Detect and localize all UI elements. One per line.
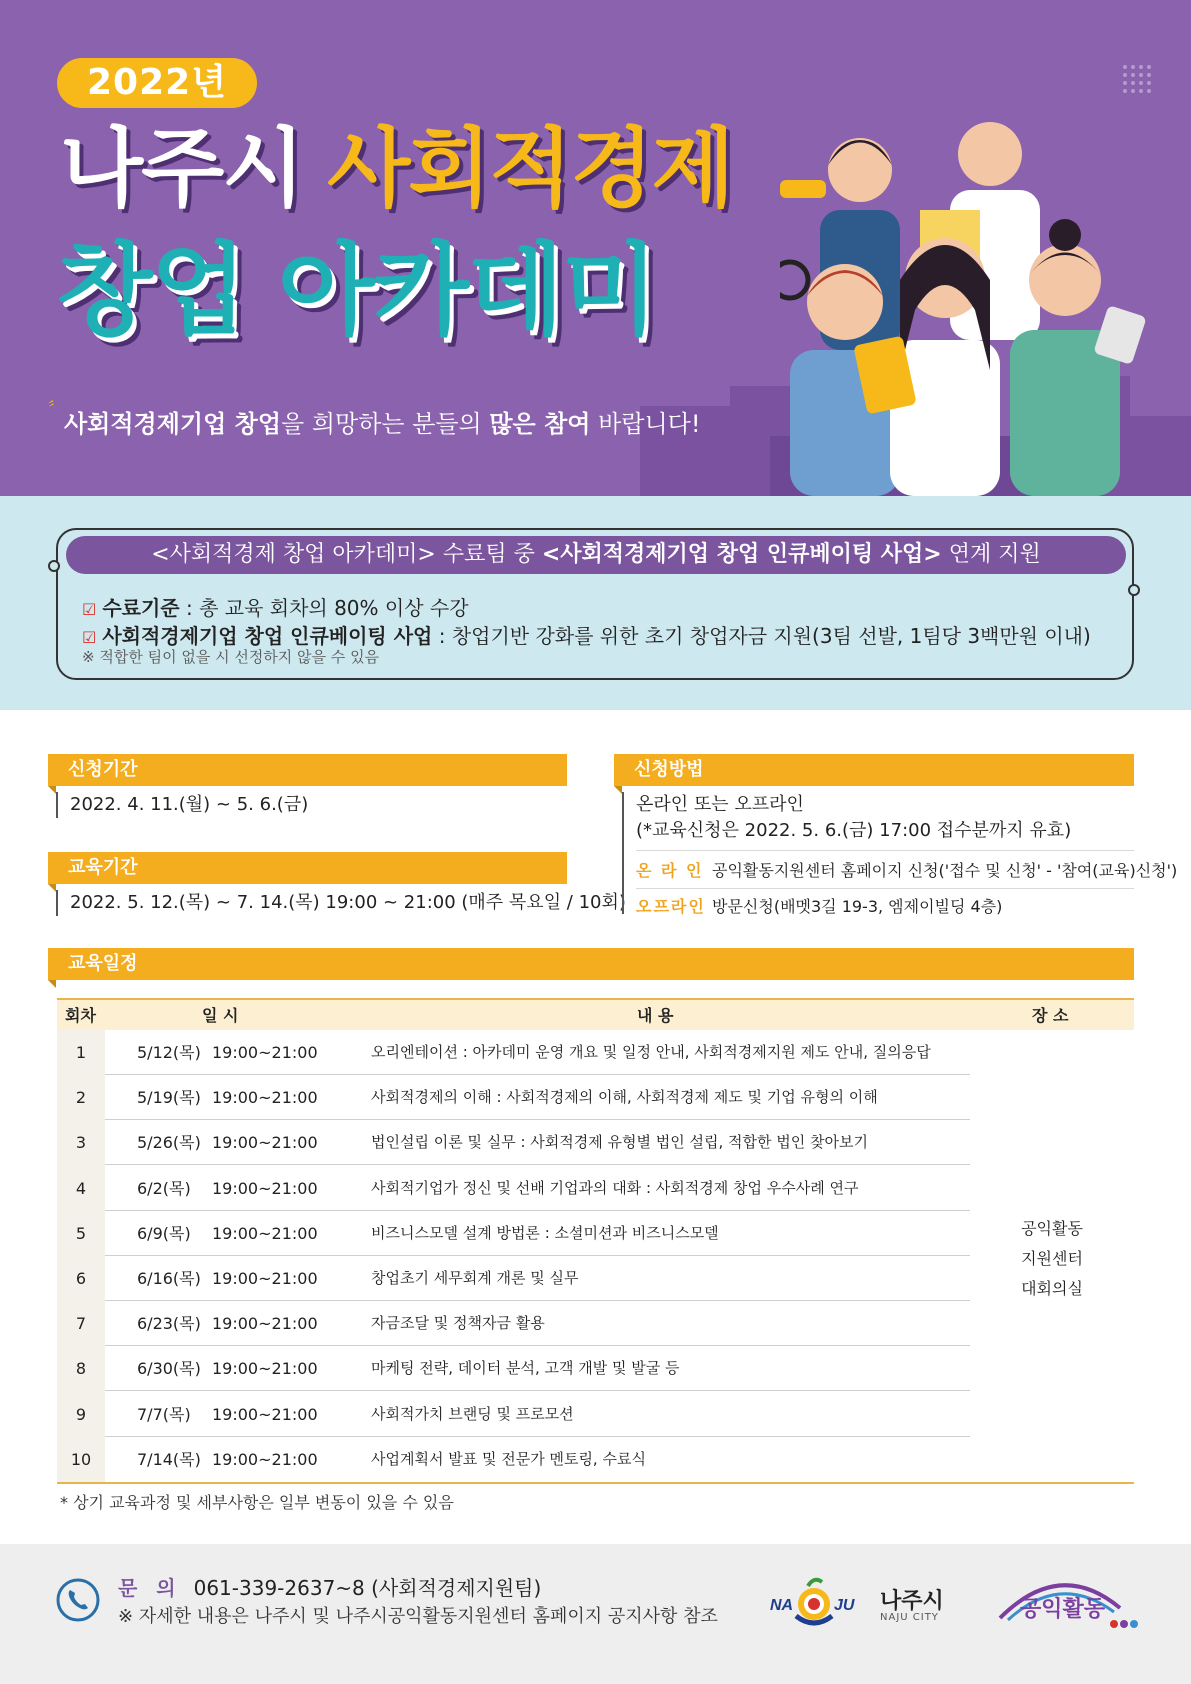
header-date: 일 시 [202, 1006, 239, 1025]
public-activity-center-name: 공익활동 [1020, 1597, 1106, 1622]
session-time: 19:00~21:00 [212, 1359, 318, 1379]
session-number: 6 [75, 1269, 87, 1288]
check-icon: ☑ [82, 600, 97, 619]
session-content: 비즈니스모델 설계 방법론 : 소셜미션과 비즈니스모델 [371, 1223, 719, 1242]
frame-dot-left [48, 560, 60, 572]
schedule-table-header [57, 998, 1134, 1030]
method-divider [636, 850, 1134, 851]
table-row [57, 1346, 970, 1391]
session-number: 9 [75, 1404, 87, 1424]
offline-method: 오프라인 방문신청(배멧3길 19-3, 엠제이빌딩 4층) [636, 897, 1003, 916]
apply-method-heading: 신청방법 [614, 754, 1134, 786]
session-content: 법인설립 이론 및 실무 : 사회적경제 유형별 법인 설립, 적합한 법인 찾아보기 [371, 1133, 868, 1152]
phone-icon [56, 1578, 100, 1622]
session-time: 19:00~21:00 [212, 1178, 318, 1198]
schedule-note: * 상기 교육과정 및 세부사항은 일부 변동이 있을 수 있음 [60, 1493, 454, 1512]
incubating-heading: <사회적경제 창업 아카데미> 수료팀 중 <사회적경제기업 창업 인큐베이팅 사업> 연계 지원 [66, 536, 1126, 574]
header-place: 장 소 [1032, 1006, 1069, 1025]
session-time: 19:00~21:00 [212, 1449, 318, 1469]
venue-cell: 공익활동 지원센터 대회의실 [1021, 1219, 1083, 1298]
session-number: 1 [75, 1043, 87, 1062]
method-divider [636, 888, 1134, 889]
session-number: 5 [75, 1223, 87, 1243]
session-content: 사회적기업가 정신 및 선배 기업과의 대화 : 사회적경제 창업 우수사례 연구 [371, 1178, 859, 1197]
session-number: 3 [75, 1133, 87, 1153]
title-city: 나주시 [60, 119, 304, 219]
hero-subtitle: 〞 사회적경제기업 창업을 희망하는 분들의 많은 참여 바랍니다! [64, 404, 700, 439]
table-row [57, 1437, 970, 1482]
table-row [57, 1030, 970, 1075]
schedule-heading: 교육일정 [48, 948, 1134, 980]
session-date: 5/26(목) [137, 1133, 201, 1153]
table-row [57, 1392, 970, 1437]
session-content: 오리엔테이션 : 아카데미 운영 개요 및 일정 안내, 사회적경제지원 제도 안내, 질의응답 [371, 1043, 931, 1061]
session-date: 6/9(목) [137, 1223, 191, 1243]
table-row [57, 1120, 970, 1165]
session-content: 자금조달 및 정책자금 활용 [371, 1314, 545, 1333]
session-time: 19:00~21:00 [212, 1133, 318, 1153]
header-content: 내 용 [637, 1006, 674, 1025]
incubating-support: ☑ 사회적경제기업 창업 인큐베이팅 사업 : 창업기반 강화를 위한 초기 창업자금 지원(3팀 선발, 1팀당 3백만원 이내) [82, 624, 1091, 648]
title-line-1 [60, 119, 733, 219]
apply-method-line2: (*교육신청은 2022. 5. 6.(금) 17:00 접수분까지 유효) [636, 820, 1072, 841]
incubating-info-band [0, 496, 1191, 710]
check-icon: ☑ [82, 628, 97, 647]
naju-city-english: NAJU CITY [880, 1612, 939, 1623]
session-number: 8 [75, 1359, 87, 1379]
people-illustration [780, 110, 1160, 496]
naju-city-name: 나주시 [880, 1589, 944, 1614]
frame-dot-right [1128, 584, 1140, 596]
session-time: 19:00~21:00 [212, 1088, 318, 1108]
session-number: 7 [75, 1314, 87, 1334]
session-date: 7/14(목) [137, 1449, 201, 1469]
selection-note: ※ 적합한 팀이 없을 시 선정하지 않을 수 있음 [82, 648, 380, 666]
session-time: 19:00~21:00 [212, 1043, 318, 1062]
year-badge: 2022년 [57, 58, 257, 108]
session-date: 5/19(목) [137, 1088, 201, 1108]
svg-text:NA: NA [770, 1597, 794, 1614]
table-bottom-rule [57, 1482, 1134, 1484]
header-no: 회차 [65, 1006, 96, 1025]
apply-period-heading: 신청기간 [48, 754, 567, 786]
hero-banner [0, 0, 1191, 496]
table-row [57, 1211, 970, 1256]
session-number: 10 [70, 1449, 92, 1469]
session-date: 6/23(목) [137, 1314, 201, 1334]
table-row [57, 1166, 970, 1211]
session-content: 사업계획서 발표 및 전문가 멘토링, 수료식 [371, 1449, 646, 1468]
completion-criteria: ☑ 수료기준 : 총 교육 회차의 80% 이상 수강 [82, 596, 469, 620]
svg-text:JU: JU [834, 1597, 855, 1614]
apply-method-line1: 온라인 또는 오프라인 [636, 794, 804, 815]
session-date: 5/12(목) [137, 1043, 201, 1062]
session-date: 6/30(목) [137, 1359, 201, 1379]
online-method: 온 라 인 공익활동지원센터 홈페이지 신청('접수 및 신청' - '참여(교육)신청') [636, 861, 1178, 880]
homepage-notice: ※ 자세한 내용은 나주시 및 나주시공익활동지원센터 홈페이지 공지사항 참조 [118, 1606, 718, 1627]
session-time: 19:00~21:00 [212, 1314, 318, 1334]
session-date: 6/16(목) [137, 1269, 201, 1288]
session-time: 19:00~21:00 [212, 1223, 318, 1243]
table-row [57, 1256, 970, 1301]
title-academy: 창업 아카데미 [56, 232, 657, 349]
session-content: 사회적가치 브랜딩 및 프로모션 [371, 1404, 574, 1423]
session-time: 19:00~21:00 [212, 1404, 318, 1424]
table-row [57, 1075, 970, 1120]
session-number: 4 [75, 1178, 87, 1198]
edu-period-text: 2022. 5. 12.(목) ~ 7. 14.(목) 19:00 ~ 21:00 (매주 목요일 / 10회) [56, 890, 626, 916]
accent-tick-icon: 〞 [48, 399, 65, 418]
dot-pattern-icon [1120, 62, 1154, 96]
session-content: 사회적경제의 이해 : 사회적경제의 이해, 사회적경제 제도 및 기업 유형의 이해 [371, 1088, 878, 1107]
session-number: 2 [75, 1088, 87, 1108]
contact-info: 문 의 061-339-2637~8 (사회적경제지원팀) [118, 1576, 542, 1600]
table-row [57, 1301, 970, 1346]
session-content: 마케팅 전략, 데이터 분석, 고객 개발 및 발굴 등 [371, 1359, 680, 1378]
edu-period-heading: 교육기간 [48, 852, 567, 884]
apply-period-text: 2022. 4. 11.(월) ~ 5. 6.(금) [56, 792, 308, 818]
session-date: 7/7(목) [137, 1404, 191, 1424]
title-social-economy: 사회적경제 [327, 119, 733, 219]
footer [0, 1544, 1191, 1684]
session-date: 6/2(목) [137, 1178, 191, 1198]
session-content: 창업초기 세무회계 개론 및 실무 [371, 1269, 579, 1287]
session-time: 19:00~21:00 [212, 1269, 318, 1288]
